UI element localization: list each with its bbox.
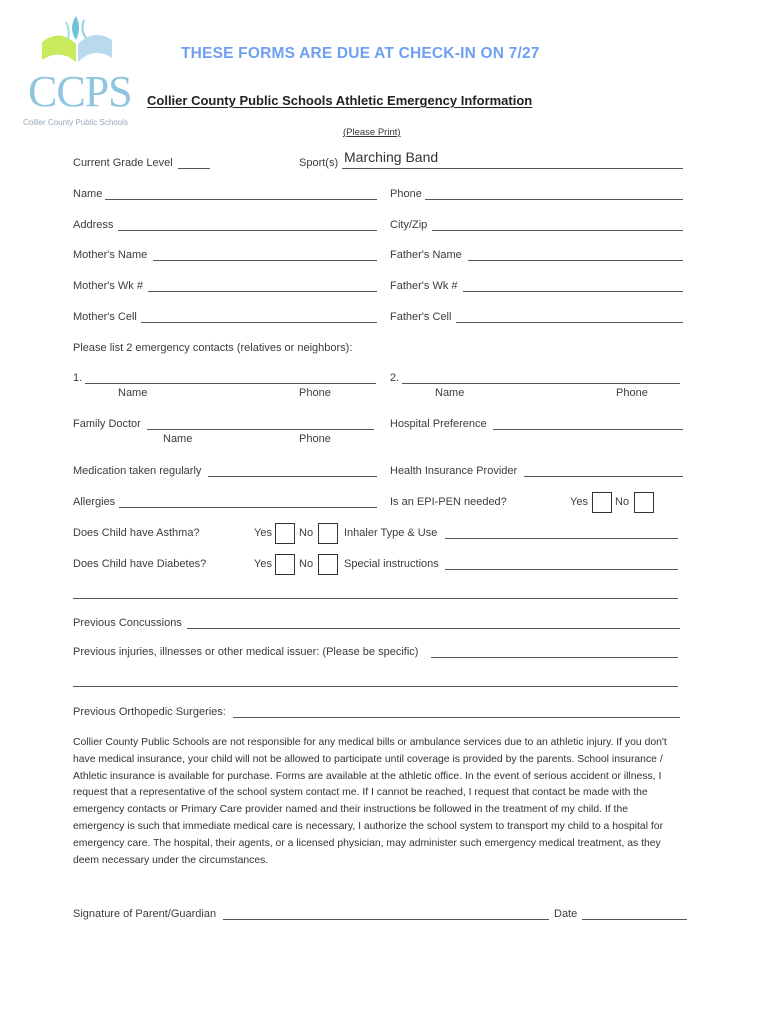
epipen-label: Is an EPI-PEN needed?	[390, 496, 507, 508]
sports-label: Sport(s)	[299, 157, 339, 169]
insurance-field[interactable]	[524, 476, 683, 477]
grade-field[interactable]	[178, 168, 210, 169]
epipen-no-label: No	[615, 496, 630, 508]
logo-wordmark: CCPS	[28, 67, 132, 116]
city-zip-label: City/Zip	[390, 219, 428, 231]
contact-2-field[interactable]	[402, 383, 680, 384]
disclaimer-paragraph: Collier County Public Schools are not responsible for any medical bills or ambulance services due to an athletic injury. If you don't have medical insurance, your child will not be allowed to participate until coverage is provided by the parents. School insurance / Athletic insurance is available for purchase. Forms are available at the athletic office. In the event of serious accident or illness, I request that a representative of the school system contact me. If I cannot be reached, I request that contact be made with the emergency contacts or Primary Care provider named and their instructions be followed in the treatment of my child. If the emergency is such that immediate medical care is necessary, I authorize the school system to transport my child to a hospital for emergency care. The hospital, their agents, or a licensed physician, may administer such emergency medical treatment, as they deem necessary under the circumstances.	[73, 737, 667, 866]
inhaler-field[interactable]	[445, 538, 678, 539]
due-notice: THESE FORMS ARE DUE AT CHECK-IN ON 7/27	[181, 45, 540, 62]
epipen-yes-label: Yes	[570, 496, 588, 508]
mothers-name-field[interactable]	[153, 260, 377, 261]
name-field[interactable]	[105, 199, 377, 200]
hospital-pref-label: Hospital Preference	[390, 418, 487, 430]
epipen-yes-checkbox[interactable]	[592, 492, 612, 513]
doctor-phone-caption: Phone	[299, 433, 331, 445]
epipen-no-checkbox[interactable]	[634, 492, 654, 513]
book-icon	[38, 14, 118, 74]
hospital-pref-field[interactable]	[493, 429, 683, 430]
contact-1-name-caption: Name	[118, 387, 148, 399]
sports-value: Marching Band	[344, 149, 439, 165]
contact-1-phone-caption: Phone	[299, 387, 331, 399]
concussions-label: Previous Concussions	[73, 617, 182, 629]
emergency-prompt: Please list 2 emergency contacts (relatives or neighbors):	[73, 342, 353, 354]
sports-field[interactable]	[342, 168, 683, 169]
inhaler-label: Inhaler Type & Use	[344, 527, 438, 539]
form-title: Collier County Public Schools Athletic Emergency Information	[147, 93, 533, 108]
signature-field[interactable]	[223, 919, 549, 920]
signature-label: Signature of Parent/Guardian	[73, 908, 217, 920]
family-doctor-field[interactable]	[147, 429, 374, 430]
contact-1-number: 1.	[73, 372, 83, 384]
fathers-cell-label: Father's Cell	[390, 311, 452, 323]
asthma-no-checkbox[interactable]	[318, 523, 338, 544]
mothers-wk-label: Mother's Wk #	[73, 280, 143, 292]
special-instructions-line-2[interactable]	[73, 598, 678, 599]
medication-field[interactable]	[208, 476, 377, 477]
allergies-field[interactable]	[119, 507, 377, 508]
concussions-field[interactable]	[187, 628, 680, 629]
allergies-label: Allergies	[73, 496, 116, 508]
fathers-cell-field[interactable]	[456, 322, 683, 323]
contact-2-phone-caption: Phone	[616, 387, 648, 399]
diabetes-yes-checkbox[interactable]	[275, 554, 295, 575]
injuries-label: Previous injuries, illnesses or other medical issuer: (Please be specific)	[73, 646, 419, 658]
contact-2-name-caption: Name	[435, 387, 465, 399]
phone-label: Phone	[390, 188, 422, 200]
city-zip-field[interactable]	[432, 230, 683, 231]
fathers-wk-field[interactable]	[463, 291, 683, 292]
address-field[interactable]	[118, 230, 377, 231]
fathers-name-label: Father's Name	[390, 249, 462, 261]
date-field[interactable]	[582, 919, 687, 920]
diabetes-no-checkbox[interactable]	[318, 554, 338, 575]
doctor-name-caption: Name	[163, 433, 193, 445]
district-name: Collier County Public Schools	[23, 118, 128, 127]
mothers-cell-field[interactable]	[141, 322, 377, 323]
asthma-label: Does Child have Asthma?	[73, 527, 200, 539]
special-instructions-label: Special instructions	[344, 558, 439, 570]
mothers-wk-field[interactable]	[148, 291, 377, 292]
phone-field[interactable]	[425, 199, 683, 200]
insurance-label: Health Insurance Provider	[390, 465, 518, 477]
diabetes-yes-label: Yes	[254, 558, 272, 570]
print-note: (Please Print)	[343, 127, 401, 138]
fathers-name-field[interactable]	[468, 260, 683, 261]
asthma-yes-label: Yes	[254, 527, 272, 539]
special-instructions-field[interactable]	[445, 569, 678, 570]
mothers-name-label: Mother's Name	[73, 249, 148, 261]
fathers-wk-label: Father's Wk #	[390, 280, 458, 292]
injuries-field[interactable]	[431, 657, 678, 658]
asthma-yes-checkbox[interactable]	[275, 523, 295, 544]
diabetes-no-label: No	[299, 558, 314, 570]
ortho-field[interactable]	[233, 717, 680, 718]
family-doctor-label: Family Doctor	[73, 418, 141, 430]
contact-2-number: 2.	[390, 372, 400, 384]
date-label: Date	[554, 908, 578, 920]
ortho-label: Previous Orthopedic Surgeries:	[73, 706, 226, 718]
medication-label: Medication taken regularly	[73, 465, 202, 477]
grade-label: Current Grade Level	[73, 157, 173, 169]
name-label: Name	[73, 188, 103, 200]
mothers-cell-label: Mother's Cell	[73, 311, 137, 323]
address-label: Address	[73, 219, 114, 231]
diabetes-label: Does Child have Diabetes?	[73, 558, 207, 570]
asthma-no-label: No	[299, 527, 314, 539]
injuries-line-2[interactable]	[73, 686, 678, 687]
contact-1-field[interactable]	[85, 383, 376, 384]
